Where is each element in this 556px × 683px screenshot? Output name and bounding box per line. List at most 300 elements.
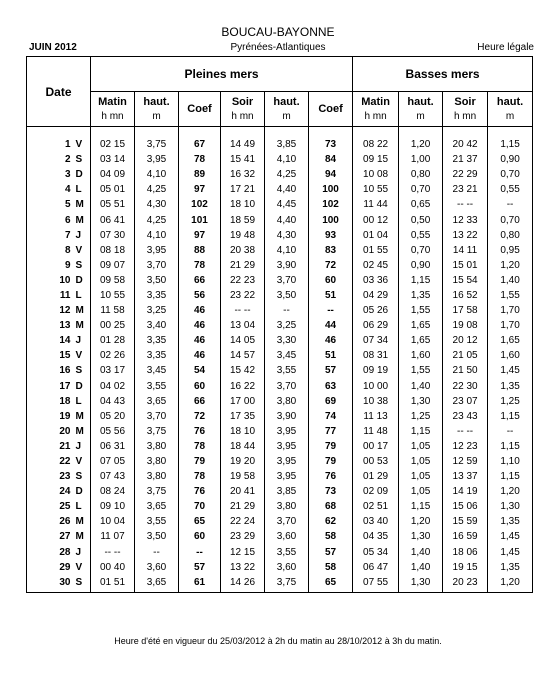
low-morning-time: 00 12: [353, 212, 399, 227]
high-evening-time: 18 10: [221, 197, 265, 212]
col-label: Matin: [98, 95, 127, 108]
day-number: 9: [64, 259, 71, 271]
low-evening-time: 14 19: [443, 484, 488, 499]
weekday-letter: V: [74, 243, 91, 258]
high-evening-time: 19 58: [221, 469, 265, 484]
table-row: [27, 243, 533, 258]
high-evening-coef: 57: [309, 545, 353, 560]
col-low-evening-height: [488, 92, 533, 127]
weekday-letter: L: [74, 288, 91, 303]
low-morning-time: 04 29: [353, 288, 399, 303]
high-evening-time: 17 21: [221, 182, 265, 197]
high-morning-time: 02 15: [91, 127, 135, 153]
day-number: 10: [59, 274, 71, 286]
low-morning-time: 02 51: [353, 499, 399, 514]
low-evening-time: 17 58: [443, 303, 488, 318]
high-evening-time: 22 24: [221, 514, 265, 529]
day-number: 30: [59, 576, 71, 588]
low-morning-time: 08 31: [353, 348, 399, 363]
table-row: [27, 454, 533, 469]
high-morning-coef: 72: [179, 409, 221, 424]
high-morning-time: 04 02: [91, 379, 135, 394]
high-evening-coef: 62: [309, 514, 353, 529]
weekday-letter: M: [74, 529, 91, 544]
high-morning-height: 3,80: [135, 469, 179, 484]
low-morning-height: 1,40: [399, 545, 443, 560]
high-evening-time: 16 32: [221, 167, 265, 182]
high-morning-height: 3,25: [135, 303, 179, 318]
weekday-letter: D: [74, 167, 91, 182]
high-morning-time: 03 17: [91, 363, 135, 378]
day-number: 13: [59, 320, 71, 332]
low-morning-time: 03 40: [353, 514, 399, 529]
weekday-letter: J: [74, 439, 91, 454]
high-morning-time: 02 26: [91, 348, 135, 363]
col-high-morning-height: [135, 92, 179, 127]
low-evening-height: 1,70: [500, 305, 520, 317]
footnote: Heure d'été en vigueur du 25/03/2012 à 2h du matin au 28/10/2012 à 3h du matin.: [114, 636, 442, 646]
high-morning-height: 3,65: [135, 575, 179, 593]
col-high-evening-coef: [309, 92, 353, 127]
table-row: [27, 212, 533, 227]
high-morning-height: 4,30: [135, 197, 179, 212]
col-high-evening: [221, 92, 265, 127]
low-morning-time: 10 55: [353, 182, 399, 197]
low-morning-time: 02 09: [353, 484, 399, 499]
low-evening-height: 1,60: [500, 350, 520, 362]
day-number: 8: [64, 244, 71, 256]
day-number: 5: [64, 199, 71, 211]
low-evening-height: 1,40: [500, 274, 520, 286]
high-morning-time: 05 01: [91, 182, 135, 197]
high-evening-height: 3,50: [265, 288, 309, 303]
high-evening-height: 3,70: [265, 273, 309, 288]
low-evening-time: 22 30: [443, 379, 488, 394]
high-evening-coef: 83: [309, 243, 353, 258]
day-number: 29: [59, 561, 71, 573]
low-evening-height: --: [506, 199, 514, 211]
col-unit: m: [416, 110, 425, 122]
day-number: 18: [59, 395, 71, 407]
high-morning-coef: 60: [179, 529, 221, 544]
table-row: [27, 197, 533, 212]
low-evening-height: 1,20: [500, 576, 520, 588]
low-morning-time: 00 17: [353, 439, 399, 454]
high-morning-coef: 102: [179, 197, 221, 212]
high-morning-coef: 57: [179, 560, 221, 575]
high-morning-height: 3,45: [135, 363, 179, 378]
table-row: [27, 363, 533, 378]
high-evening-height: 3,30: [265, 333, 309, 348]
page-title: BOUCAU-BAYONNE: [221, 25, 335, 39]
low-evening-time: 12 33: [443, 212, 488, 227]
low-evening-height: 1,15: [500, 471, 520, 483]
col-unit: h mn: [364, 110, 387, 122]
high-evening-height: 3,60: [265, 529, 309, 544]
high-evening-time: 13 04: [221, 318, 265, 333]
high-morning-height: 3,95: [135, 152, 179, 167]
weekday-letter: L: [74, 394, 91, 409]
high-evening-coef: 100: [309, 212, 353, 227]
table-row: [27, 379, 533, 394]
high-morning-height: 3,70: [135, 409, 179, 424]
low-morning-time: 03 36: [353, 273, 399, 288]
high-evening-coef: 100: [309, 182, 353, 197]
high-morning-height: 3,65: [135, 394, 179, 409]
high-evening-coef: --: [309, 303, 353, 318]
high-morning-coef: 46: [179, 348, 221, 363]
day-number: 24: [59, 486, 71, 498]
high-evening-height: 3,80: [265, 394, 309, 409]
high-morning-time: 05 51: [91, 197, 135, 212]
low-evening-height: 1,55: [500, 289, 520, 301]
low-evening-height: 1,15: [500, 440, 520, 452]
high-morning-coef: 76: [179, 424, 221, 439]
low-morning-time: 04 35: [353, 529, 399, 544]
table-row: [27, 560, 533, 575]
weekday-letter: M: [74, 424, 91, 439]
low-morning-height: 1,40: [399, 379, 443, 394]
high-evening-time: 15 41: [221, 152, 265, 167]
low-morning-height: 1,25: [399, 409, 443, 424]
high-evening-height: 3,25: [265, 318, 309, 333]
low-evening-time: 18 06: [443, 545, 488, 560]
table-row: [27, 318, 533, 333]
weekday-letter: L: [74, 499, 91, 514]
col-label: Matin: [361, 95, 390, 108]
low-morning-time: 10 00: [353, 379, 399, 394]
high-evening-time: 16 22: [221, 379, 265, 394]
low-morning-time: 08 22: [353, 127, 399, 153]
col-unit: h mn: [101, 110, 124, 122]
day-number: 22: [59, 456, 71, 468]
high-evening-coef: 73: [309, 484, 353, 499]
weekday-letter: D: [74, 379, 91, 394]
day-number: 7: [64, 229, 71, 241]
high-evening-time: 15 42: [221, 363, 265, 378]
high-morning-time: -- --: [91, 545, 135, 560]
high-evening-height: 3,70: [265, 379, 309, 394]
high-evening-coef: 46: [309, 333, 353, 348]
high-tides-header: Pleines mers: [91, 57, 353, 92]
col-label: Coef: [318, 103, 343, 115]
day-number: 12: [59, 305, 71, 317]
low-morning-time: 10 38: [353, 394, 399, 409]
high-morning-height: 3,50: [135, 529, 179, 544]
low-evening-height: 1,35: [500, 380, 520, 392]
low-morning-time: 01 29: [353, 469, 399, 484]
low-morning-time: 11 13: [353, 409, 399, 424]
high-morning-coef: 54: [179, 363, 221, 378]
low-morning-height: 1,65: [399, 318, 443, 333]
low-evening-time: 12 23: [443, 439, 488, 454]
high-evening-height: 3,85: [265, 484, 309, 499]
high-evening-coef: 79: [309, 439, 353, 454]
high-morning-height: 3,60: [135, 560, 179, 575]
day-number: 28: [59, 546, 71, 558]
high-evening-height: 3,85: [265, 127, 309, 153]
weekday-letter: M: [74, 212, 91, 227]
high-evening-height: 3,45: [265, 348, 309, 363]
high-evening-coef: 58: [309, 529, 353, 544]
weekday-letter: M: [74, 514, 91, 529]
col-high-morning-coef: [179, 92, 221, 127]
high-evening-height: 3,60: [265, 560, 309, 575]
high-morning-time: 07 43: [91, 469, 135, 484]
low-morning-time: 05 26: [353, 303, 399, 318]
low-evening-time: 15 59: [443, 514, 488, 529]
day-number: 17: [59, 380, 71, 392]
low-evening-time: 14 11: [443, 243, 488, 258]
high-evening-time: 12 15: [221, 545, 265, 560]
table-row: [27, 529, 533, 544]
low-evening-time: 15 06: [443, 499, 488, 514]
low-morning-time: 11 44: [353, 197, 399, 212]
day-number: 4: [64, 184, 71, 196]
low-evening-height: 1,30: [500, 501, 520, 513]
high-evening-time: 18 59: [221, 212, 265, 227]
col-label: Soir: [454, 95, 476, 108]
high-morning-coef: 97: [179, 228, 221, 243]
col-unit: h mn: [231, 110, 254, 122]
low-evening-time: 13 22: [443, 228, 488, 243]
high-evening-coef: 72: [309, 258, 353, 273]
high-morning-coef: 60: [179, 379, 221, 394]
day-number: 25: [59, 501, 71, 513]
low-morning-height: 1,35: [399, 288, 443, 303]
high-evening-coef: 44: [309, 318, 353, 333]
col-label: haut.: [496, 95, 524, 108]
high-evening-height: 3,90: [265, 409, 309, 424]
low-evening-time: 15 54: [443, 273, 488, 288]
high-morning-time: 07 30: [91, 228, 135, 243]
high-evening-time: 14 49: [221, 127, 265, 153]
table-row: [27, 228, 533, 243]
high-evening-height: 4,10: [265, 152, 309, 167]
low-evening-time: 12 59: [443, 454, 488, 469]
high-evening-coef: 65: [309, 575, 353, 593]
table-row: [27, 127, 533, 153]
low-evening-height: 1,15: [500, 410, 520, 422]
col-high-morning: [91, 92, 135, 127]
low-morning-height: 0,70: [399, 182, 443, 197]
weekday-letter: J: [74, 228, 91, 243]
day-number: 6: [64, 214, 71, 226]
high-morning-height: 3,50: [135, 273, 179, 288]
table-row: [27, 333, 533, 348]
high-evening-coef: 77: [309, 424, 353, 439]
low-morning-time: 02 45: [353, 258, 399, 273]
high-evening-time: -- --: [221, 303, 265, 318]
low-evening-height: 1,10: [500, 456, 520, 468]
low-evening-height: 1,35: [500, 561, 520, 573]
low-evening-time: 19 08: [443, 318, 488, 333]
high-evening-height: 3,90: [265, 258, 309, 273]
region-label: Pyrénées-Atlantiques: [230, 42, 326, 53]
high-morning-time: 04 09: [91, 167, 135, 182]
high-morning-coef: 79: [179, 454, 221, 469]
weekday-letter: V: [74, 454, 91, 469]
high-evening-coef: 58: [309, 560, 353, 575]
high-evening-coef: 63: [309, 379, 353, 394]
high-morning-height: 3,55: [135, 379, 179, 394]
low-evening-height: 0,80: [500, 229, 520, 241]
day-number: 27: [59, 531, 71, 543]
col-label: Soir: [231, 95, 254, 108]
high-evening-coef: 74: [309, 409, 353, 424]
low-morning-height: 1,60: [399, 348, 443, 363]
low-evening-height: 0,95: [500, 244, 520, 256]
high-evening-time: 14 05: [221, 333, 265, 348]
low-morning-height: 1,55: [399, 303, 443, 318]
low-evening-time: 19 15: [443, 560, 488, 575]
low-morning-time: 06 47: [353, 560, 399, 575]
high-morning-height: --: [135, 545, 179, 560]
table-row: [27, 152, 533, 167]
low-evening-time: -- --: [443, 424, 488, 439]
high-evening-time: 23 29: [221, 529, 265, 544]
low-morning-height: 0,80: [399, 167, 443, 182]
high-morning-coef: 46: [179, 303, 221, 318]
high-evening-time: 20 41: [221, 484, 265, 499]
high-morning-height: 3,40: [135, 318, 179, 333]
high-morning-coef: --: [179, 545, 221, 560]
low-morning-time: 07 55: [353, 575, 399, 593]
weekday-letter: D: [74, 484, 91, 499]
timezone-label: Heure légale: [477, 42, 534, 53]
high-morning-coef: 56: [179, 288, 221, 303]
high-evening-coef: 69: [309, 394, 353, 409]
low-evening-time: 13 37: [443, 469, 488, 484]
table-row: [27, 514, 533, 529]
day-number: 21: [59, 440, 71, 452]
tide-table-body: [27, 127, 533, 593]
low-evening-height: 1,45: [500, 546, 520, 558]
high-morning-height: 3,35: [135, 348, 179, 363]
high-evening-height: 3,95: [265, 439, 309, 454]
weekday-letter: V: [74, 348, 91, 363]
high-morning-height: 3,75: [135, 484, 179, 499]
high-evening-time: 14 26: [221, 575, 265, 593]
high-morning-time: 08 24: [91, 484, 135, 499]
high-evening-height: 4,40: [265, 212, 309, 227]
day-number: 20: [59, 425, 71, 437]
low-evening-height: --: [506, 425, 514, 437]
high-morning-time: 11 58: [91, 303, 135, 318]
low-evening-time: 15 01: [443, 258, 488, 273]
high-morning-time: 01 28: [91, 333, 135, 348]
low-morning-height: 0,70: [399, 243, 443, 258]
low-evening-time: 21 37: [443, 152, 488, 167]
high-morning-coef: 88: [179, 243, 221, 258]
low-morning-time: 11 48: [353, 424, 399, 439]
day-number: 19: [59, 410, 71, 422]
low-morning-time: 05 34: [353, 545, 399, 560]
high-evening-height: 3,80: [265, 499, 309, 514]
high-morning-coef: 76: [179, 484, 221, 499]
day-number: 16: [59, 365, 71, 377]
low-evening-time: 21 05: [443, 348, 488, 363]
low-morning-height: 1,00: [399, 152, 443, 167]
high-morning-coef: 101: [179, 212, 221, 227]
weekday-letter: M: [74, 318, 91, 333]
high-morning-time: 06 41: [91, 212, 135, 227]
weekday-letter: L: [74, 182, 91, 197]
high-morning-height: 4,25: [135, 212, 179, 227]
low-morning-time: 06 29: [353, 318, 399, 333]
col-label: haut.: [273, 95, 300, 108]
high-morning-time: 00 40: [91, 560, 135, 575]
high-evening-height: 3,95: [265, 424, 309, 439]
low-morning-height: 1,20: [399, 514, 443, 529]
table-row: [27, 258, 533, 273]
high-evening-height: 4,30: [265, 228, 309, 243]
low-evening-height: 1,45: [500, 365, 520, 377]
high-evening-coef: 68: [309, 499, 353, 514]
high-evening-time: 21 29: [221, 499, 265, 514]
weekday-letter: S: [74, 469, 91, 484]
high-evening-coef: 51: [309, 288, 353, 303]
high-morning-coef: 89: [179, 167, 221, 182]
weekday-letter: S: [74, 363, 91, 378]
table-row: [27, 545, 533, 560]
high-evening-coef: 94: [309, 167, 353, 182]
high-morning-time: 08 18: [91, 243, 135, 258]
low-evening-time: 20 42: [443, 127, 488, 153]
low-evening-height: 1,15: [500, 139, 520, 151]
high-morning-height: 3,70: [135, 258, 179, 273]
low-morning-time: 09 15: [353, 152, 399, 167]
table-row: [27, 288, 533, 303]
low-morning-height: 1,05: [399, 484, 443, 499]
low-morning-height: 1,65: [399, 333, 443, 348]
table-row: [27, 394, 533, 409]
weekday-letter: M: [74, 197, 91, 212]
high-morning-coef: 66: [179, 394, 221, 409]
month-label: JUIN 2012: [29, 42, 77, 53]
high-morning-height: 3,75: [135, 127, 179, 153]
low-morning-time: 10 08: [353, 167, 399, 182]
col-label: haut.: [407, 95, 434, 108]
high-morning-time: 04 43: [91, 394, 135, 409]
day-number: 3: [64, 169, 71, 181]
weekday-letter: J: [74, 545, 91, 560]
high-evening-coef: 60: [309, 273, 353, 288]
high-morning-height: 3,75: [135, 424, 179, 439]
high-evening-height: 3,55: [265, 545, 309, 560]
high-morning-coef: 67: [179, 127, 221, 153]
high-morning-height: 3,95: [135, 243, 179, 258]
table-row: [27, 575, 533, 593]
low-morning-height: 0,50: [399, 212, 443, 227]
high-morning-height: 3,80: [135, 439, 179, 454]
col-label: Coef: [187, 103, 212, 115]
high-evening-height: 3,95: [265, 469, 309, 484]
high-evening-height: --: [265, 303, 309, 318]
weekday-letter: M: [74, 409, 91, 424]
table-row: [27, 348, 533, 363]
high-morning-time: 05 56: [91, 424, 135, 439]
low-morning-height: 1,15: [399, 273, 443, 288]
low-morning-time: 07 34: [353, 333, 399, 348]
low-morning-height: 0,65: [399, 197, 443, 212]
day-number: 15: [59, 350, 71, 362]
table-row: [27, 273, 533, 288]
high-morning-time: 00 25: [91, 318, 135, 333]
low-morning-time: 00 53: [353, 454, 399, 469]
weekday-letter: J: [74, 333, 91, 348]
high-evening-time: 23 22: [221, 288, 265, 303]
